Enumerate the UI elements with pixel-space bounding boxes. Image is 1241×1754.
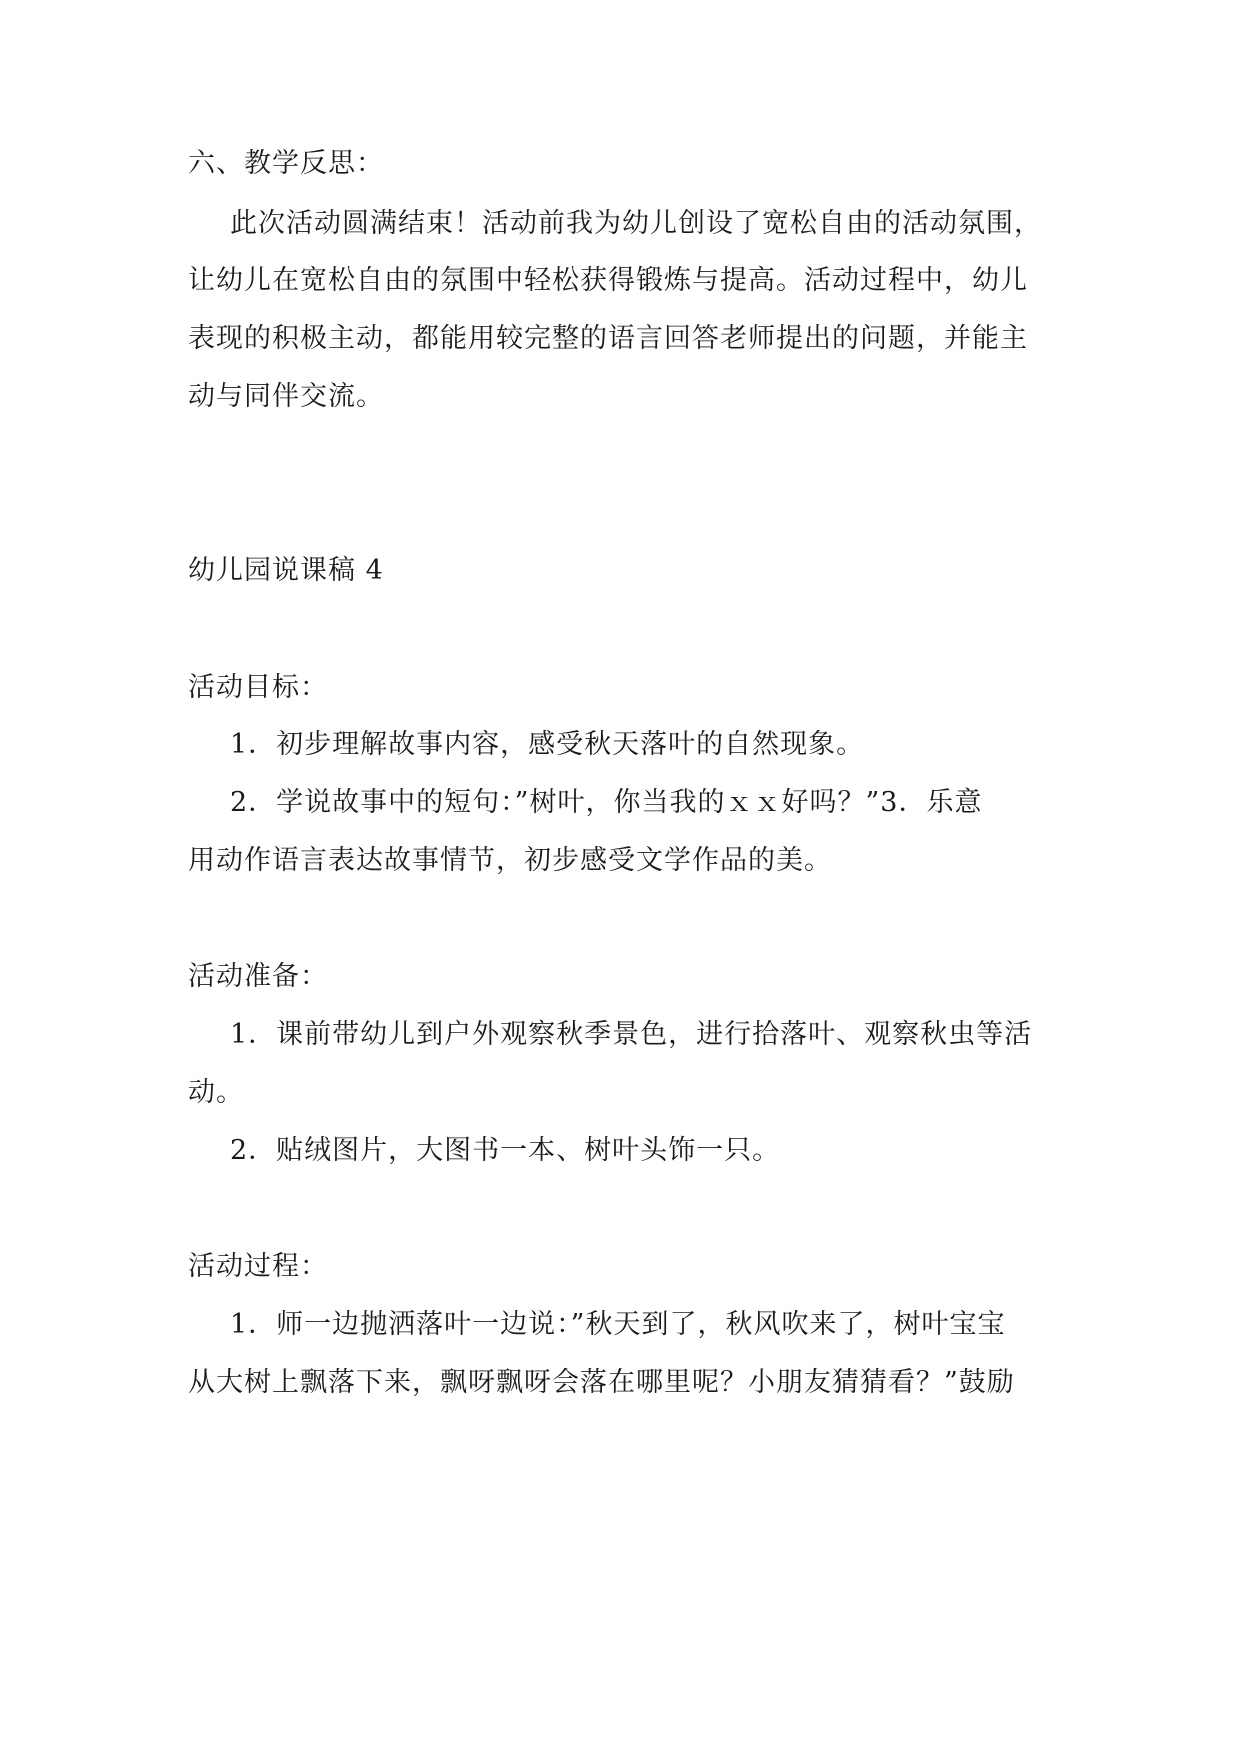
list-item: 1．初步理解故事内容，感受秋天落叶的自然现象。: [230, 729, 865, 760]
list-item-continuation: 从大树上飘落下来，飘呀飘呀会落在哪里呢？小朋友猜猜看？”鼓励: [188, 1367, 1015, 1398]
list-item: 1．师一边抛洒落叶一边说：”秋天到了，秋风吹来了，树叶宝宝: [230, 1309, 1006, 1340]
section-heading-goals: 活动目标：: [188, 672, 328, 703]
paragraph-line: 让幼儿在宽松自由的氛围中轻松获得锻炼与提高。活动过程中，幼儿: [188, 265, 1028, 296]
section-heading-prep: 活动准备：: [188, 961, 328, 992]
list-item-continuation: 用动作语言表达故事情节，初步感受文学作品的美。: [188, 845, 832, 876]
paragraph-line: 此次活动圆满结束！活动前我为幼儿创设了宽松自由的活动氛围，: [230, 208, 1042, 239]
list-item-continuation: 动。: [188, 1077, 244, 1108]
section-heading-process: 活动过程：: [188, 1251, 328, 1282]
list-item: 2．贴绒图片，大图书一本、树叶头饰一只。: [230, 1135, 781, 1166]
paragraph-line: 表现的积极主动，都能用较完整的语言回答老师提出的问题，并能主: [188, 323, 1028, 354]
list-item: 2．学说故事中的短句：”树叶，你当我的ｘｘ好吗？”3．乐意: [230, 787, 983, 818]
section-heading-reflection: 六、教学反思：: [188, 148, 384, 179]
lesson-title: 幼儿园说课稿 4: [188, 555, 384, 586]
paragraph-line: 动与同伴交流。: [188, 381, 384, 412]
list-item: 1．课前带幼儿到户外观察秋季景色，进行拾落叶、观察秋虫等活: [230, 1019, 1033, 1050]
